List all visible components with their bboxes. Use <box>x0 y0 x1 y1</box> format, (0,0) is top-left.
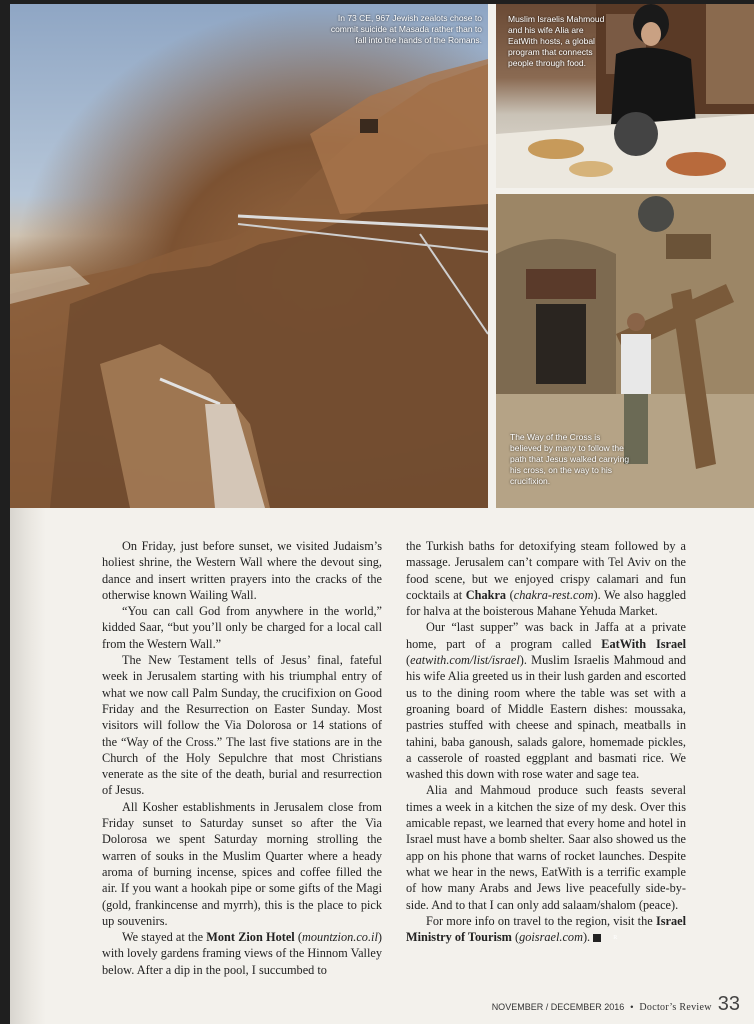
issue-date: NOVEMBER / DECEMBER 2016 <box>491 1002 625 1012</box>
text-span: ( <box>511 930 520 945</box>
text-span: ). We also haggled for halva at the boisterous Mahane Yehuda Market. <box>406 587 687 619</box>
hotel-name: Mont Zion Hotel <box>206 930 295 945</box>
article-body <box>10 538 754 1018</box>
text-span: ( <box>506 587 514 602</box>
paragraph: Alia and Mahmoud produce such feasts several times a week in a kitchen the size of my desk. Over this amicable repast, we learned that every home and hotel in Israel must have a bomb shelter. Saar also showed us the app on his phone that warns of rocket launches. Despite what we hear in the news, EatWith is a terrific example of how many Arabs and Jews live peacefully side-by-side. And to that I can only add salaam/shalom (peace). <box>406 783 686 912</box>
restaurant-url: chakra-rest.com <box>513 587 594 602</box>
program-name: EatWith Israel <box>601 636 687 651</box>
paragraph <box>406 913 686 946</box>
text-span: ( <box>294 930 303 945</box>
text-span: ). Muslim Israelis Mahmoud and his wife Alia greeted us in their lush garden and escorted us to the dining room where the table was set with a groaning board of Middle Eastern dishes: moussaka, pastries stuffed with cheese and spinach, meatballs in tahini, baba ganoush, salads galore, homemade pickles, a casserole of roasted eggplant and basmati rice. We washed this down with rose water and sage tea. <box>406 653 686 782</box>
masada-caption: In 73 CE, 967 Jewish zealots chose to commit suicide at Masada rather than to fall into the hands of the Romans. <box>330 13 482 45</box>
text-span: We stayed at the <box>122 930 207 945</box>
column-right <box>406 538 686 945</box>
magazine-name: Doctor’s Review <box>639 1002 712 1013</box>
eatwith-hosts-photo <box>496 4 754 188</box>
page-number: 33 <box>717 993 740 1015</box>
text-span: For more info on travel to the region, visit the <box>426 913 656 928</box>
hotel-url: mountzion.co.il <box>302 930 378 945</box>
hosts-caption: Muslim Israelis Mahmoud and his wife Alia are EatWith hosts, a global program that connects people through food. <box>508 14 605 68</box>
paragraph: The New Testament tells of Jesus’ final, fateful week in Jerusalem starting with his triumphal entry of what we now call Palm Sunday, the crucifixion on Good Friday and the Resurrection on Easter Sunday. Most visitors will follow the Via Dolorosa or 14 stations of the “Way of the Cross.” The last five stations are in the Church of the Holy Sepulchre that most Christians venerate as the site of the death, burial and resurrection of Jesus. <box>102 653 382 798</box>
ministry-name: Israel Ministry of Tourism <box>406 913 686 945</box>
text-span: ( <box>406 653 411 668</box>
cross-caption: The Way of the Cross is believed by many to follow the path that Jesus walked carrying his cross, on the way to his crucifixion. <box>510 432 630 486</box>
text-span: Our “last supper” was back in Jaffa at a private home, part of a program called <box>406 620 686 651</box>
masada-illustration <box>10 4 488 508</box>
footer-bullet: • <box>630 1002 634 1012</box>
way-of-cross-photo <box>496 194 754 508</box>
end-mark-icon: R <box>593 934 601 942</box>
column-left <box>102 538 382 978</box>
paragraph: All Kosher establishments in Jerusalem close from Friday sunset to Saturday sunset so after the Via Dolorosa we spent Saturday morning strolling the warren of souks in the Muslim Quarter where a heady aroma of burning incense, spices and coffee filled the air. If you want a hookah pipe or some gifts of the Magi (gold, frankincense and myrrh), this is the place to pick up souvenirs. <box>102 799 382 928</box>
paragraph <box>406 619 686 782</box>
masada-photo <box>10 4 488 508</box>
text-span: the Turkish baths for detoxifying steam followed by a massage. Jerusalem can’t compare with Tel Aviv on the food scene, but we enjoyed crispy calamari and fun cocktails at <box>406 539 686 602</box>
ministry-url: goisrael.com <box>519 930 583 945</box>
program-url: eatwith.com/list/israel <box>410 653 520 668</box>
page-footer <box>492 993 740 1016</box>
paragraph <box>406 538 686 619</box>
text-span: ) with lovely gardens framing views of the Hinnom Valley below. After a dip in the pool, I succumbed to <box>102 930 382 977</box>
paragraph: “You can call God from anywhere in the world,” kidded Saar, “but you’ll only be charged for a local call from the Western Wall.” <box>102 604 382 651</box>
paragraph: On Friday, just before sunset, we visited Judaism’s holiest shrine, the Western Wall where the devout sing, dance and insert written prayers into the cracks of the otherwise known Wailing Wall. <box>102 539 382 602</box>
magazine-page <box>10 4 754 1024</box>
paragraph <box>102 929 382 978</box>
text-span: ). <box>582 930 594 945</box>
restaurant-name: Chakra <box>465 587 507 602</box>
